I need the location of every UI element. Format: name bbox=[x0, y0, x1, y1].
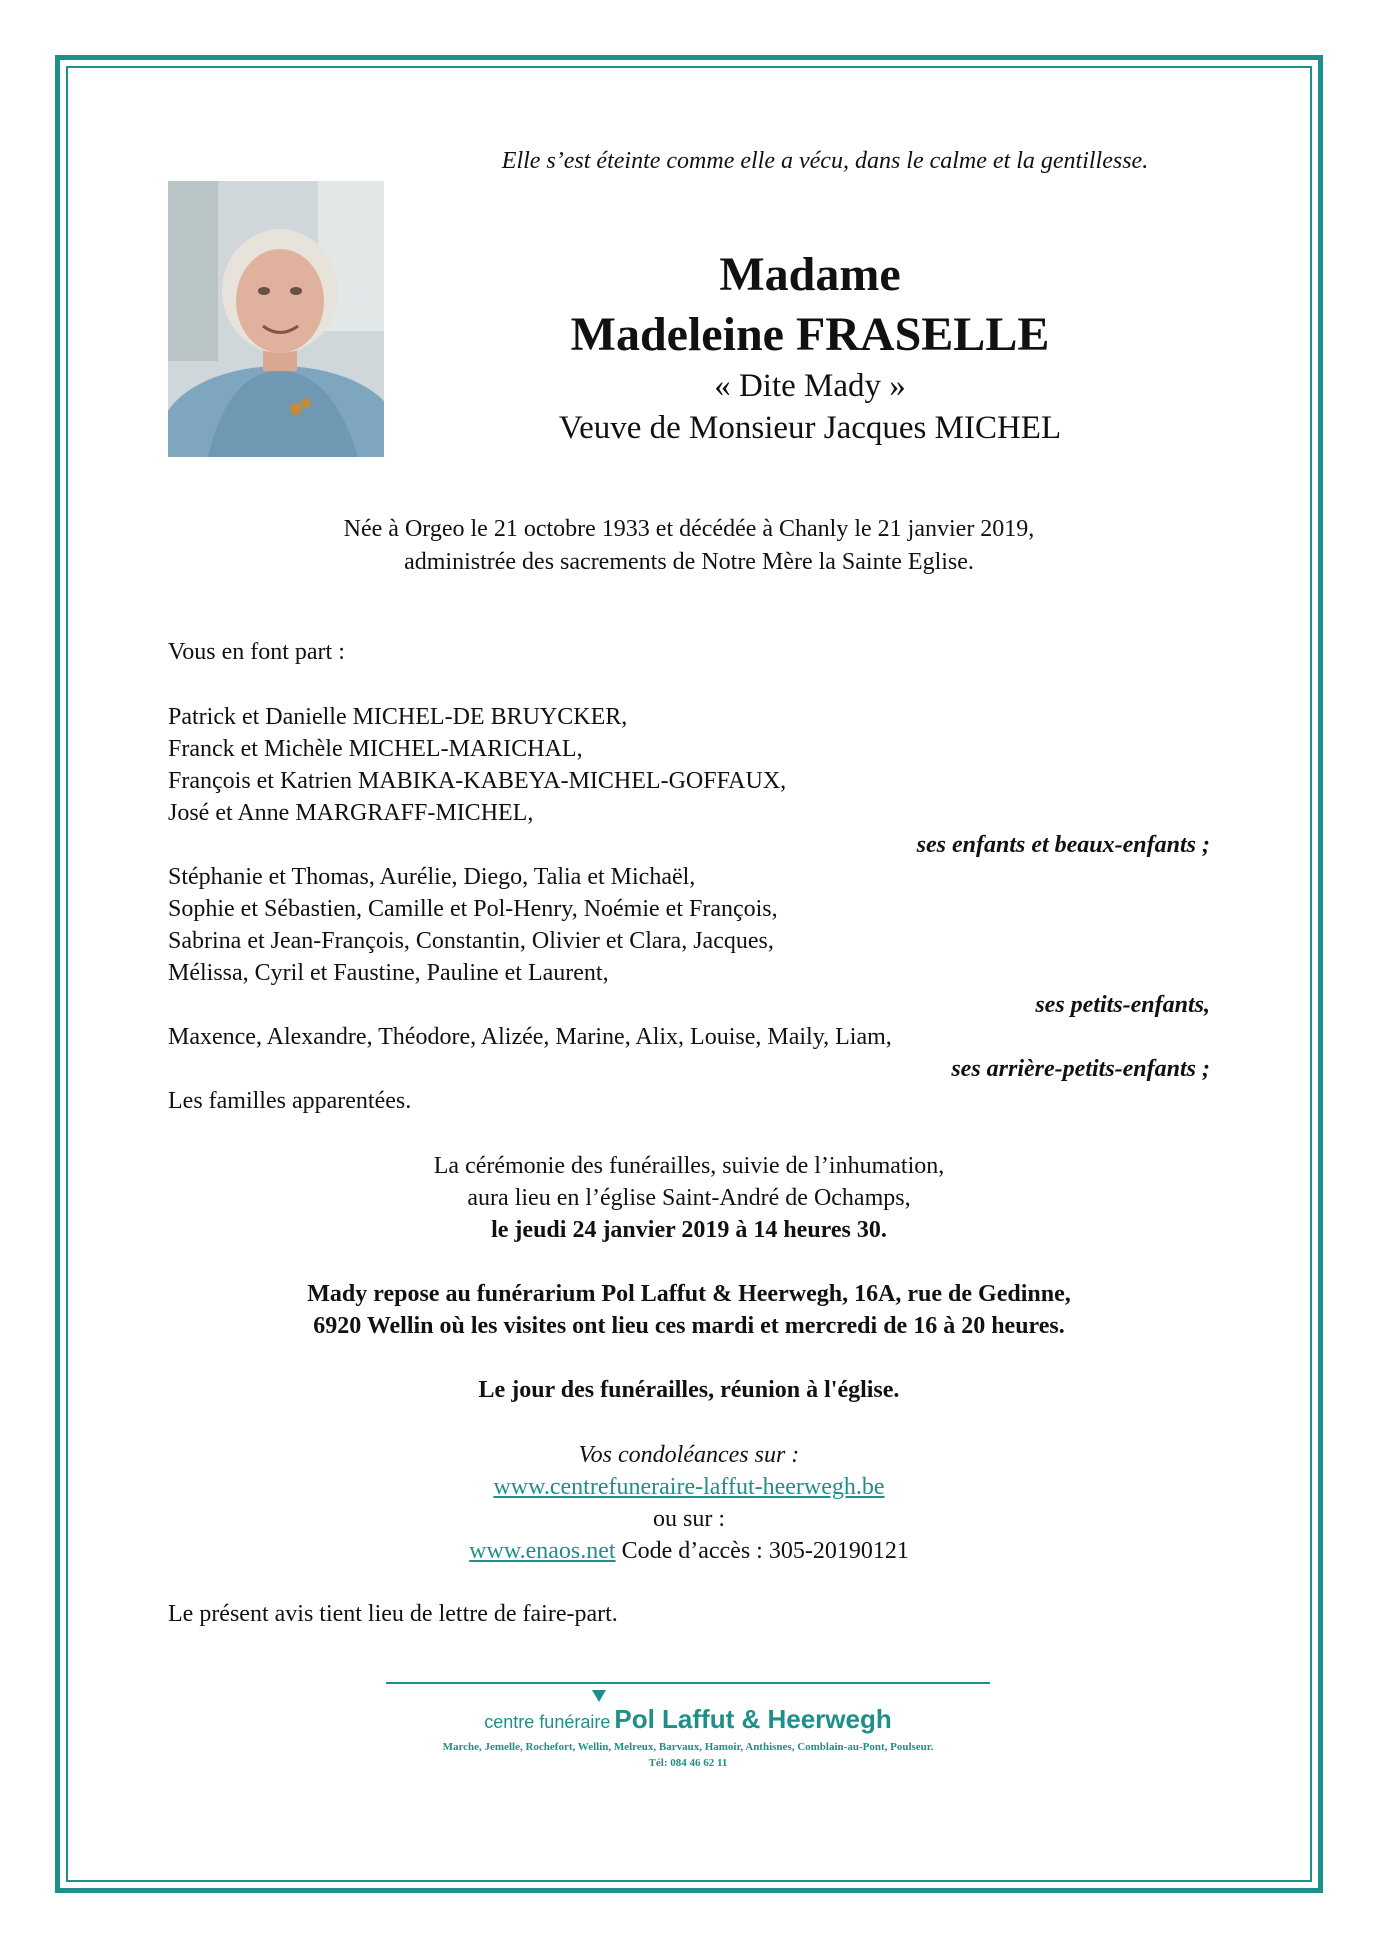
honorific: Madame bbox=[719, 248, 901, 301]
widow-of: Veuve de Monsieur Jacques MICHEL bbox=[558, 410, 1062, 446]
list-item: Patrick et Danielle MICHEL-DE BRUYCKER, bbox=[168, 704, 628, 730]
deceased-name: Madeleine FRASELLE bbox=[570, 308, 1050, 361]
birth-death-line: Née à Orgeo le 21 octobre 1933 et décédée à Chanly le 21 janvier 2019, bbox=[343, 516, 1035, 542]
list-item: José et Anne MARGRAFF-MICHEL, bbox=[168, 800, 534, 826]
condolences-label: Vos condoléances sur : bbox=[578, 1442, 800, 1468]
list-item: Franck et Michèle MICHEL-MARICHAL, bbox=[168, 736, 583, 762]
ceremony-line: aura lieu en l’église Saint-André de Ochamps, bbox=[467, 1185, 911, 1211]
list-item: Sophie et Sébastien, Camille et Pol-Henry, Noémie et François, bbox=[168, 896, 778, 922]
visitation-line: 6920 Wellin où les visites ont lieu ces mardi et mercredi de 16 à 20 heures. bbox=[313, 1313, 1065, 1339]
funeral-home-logo bbox=[386, 1690, 990, 1771]
condolences-block bbox=[168, 1439, 1210, 1567]
ceremony-info bbox=[168, 1150, 1210, 1246]
ceremony-line: La cérémonie des funérailles, suivie de l’inhumation, bbox=[433, 1153, 945, 1179]
list-item: Sabrina et Jean-François, Constantin, Olivier et Clara, Jacques, bbox=[168, 928, 774, 954]
ceremony-date: le jeudi 24 janvier 2019 à 14 heures 30. bbox=[491, 1217, 887, 1243]
condolences-link[interactable]: www.centrefuneraire-laffut-heerwegh.be bbox=[493, 1474, 885, 1500]
footer-divider bbox=[386, 1682, 990, 1684]
nickname: « Dite Mady » bbox=[714, 368, 906, 404]
notice-text: Le présent avis tient lieu de lettre de faire-part. bbox=[168, 1601, 618, 1627]
footer-locations: Marche, Jemelle, Rochefort, Wellin, Melreux, Barvaux, Hamoir, Anthisnes, Comblain-au-Pont, Poulseur. bbox=[442, 1741, 934, 1753]
footer-phone: Tél: 084 46 62 11 bbox=[648, 1757, 728, 1769]
grandchildren-label: ses petits-enfants, bbox=[1035, 992, 1210, 1018]
deceased-title-block bbox=[460, 245, 1160, 449]
great-grandchildren-label: ses arrière-petits-enfants ; bbox=[951, 1056, 1210, 1082]
footer-prefix: centre funéraire bbox=[484, 1712, 611, 1732]
triangle-logo-icon bbox=[592, 1690, 606, 1702]
access-code: Code d’accès : 305-20190121 bbox=[621, 1538, 909, 1564]
visitation-info bbox=[168, 1278, 1210, 1342]
birth-death-line: administrée des sacrements de Notre Mère la Sainte Eglise. bbox=[404, 549, 974, 575]
portrait-image bbox=[168, 181, 384, 457]
meeting-info: Le jour des funérailles, réunion à l'église. bbox=[478, 1377, 900, 1403]
epigraph: Elle s’est éteinte comme elle a vécu, dans le calme et la gentillesse. bbox=[501, 148, 1149, 174]
visitation-line: Mady repose au funérarium Pol Laffut & Heerwegh, 16A, rue de Gedinne, bbox=[307, 1281, 1071, 1307]
enaos-link[interactable]: www.enaos.net bbox=[469, 1538, 616, 1564]
list-item: Stéphanie et Thomas, Aurélie, Diego, Talia et Michaël, bbox=[168, 864, 696, 890]
children-list bbox=[168, 701, 1210, 829]
footer-brand-name: Pol Laffut & Heerwegh bbox=[614, 1704, 892, 1734]
families-text: Les familles apparentées. bbox=[168, 1088, 412, 1114]
condolences-or: ou sur : bbox=[653, 1506, 725, 1532]
children-label: ses enfants et beaux-enfants ; bbox=[916, 832, 1210, 858]
great-grandchildren-list: Maxence, Alexandre, Théodore, Alizée, Marine, Alix, Louise, Maily, Liam, bbox=[168, 1024, 892, 1050]
list-item: Mélissa, Cyril et Faustine, Pauline et Laurent, bbox=[168, 960, 609, 986]
intro-text: Vous en font part : bbox=[168, 639, 345, 665]
list-item: François et Katrien MABIKA-KABEYA-MICHEL-GOFFAUX, bbox=[168, 768, 787, 794]
portrait-photo bbox=[168, 181, 384, 457]
grandchildren-list bbox=[168, 861, 1210, 989]
birth-death-info bbox=[168, 513, 1210, 579]
